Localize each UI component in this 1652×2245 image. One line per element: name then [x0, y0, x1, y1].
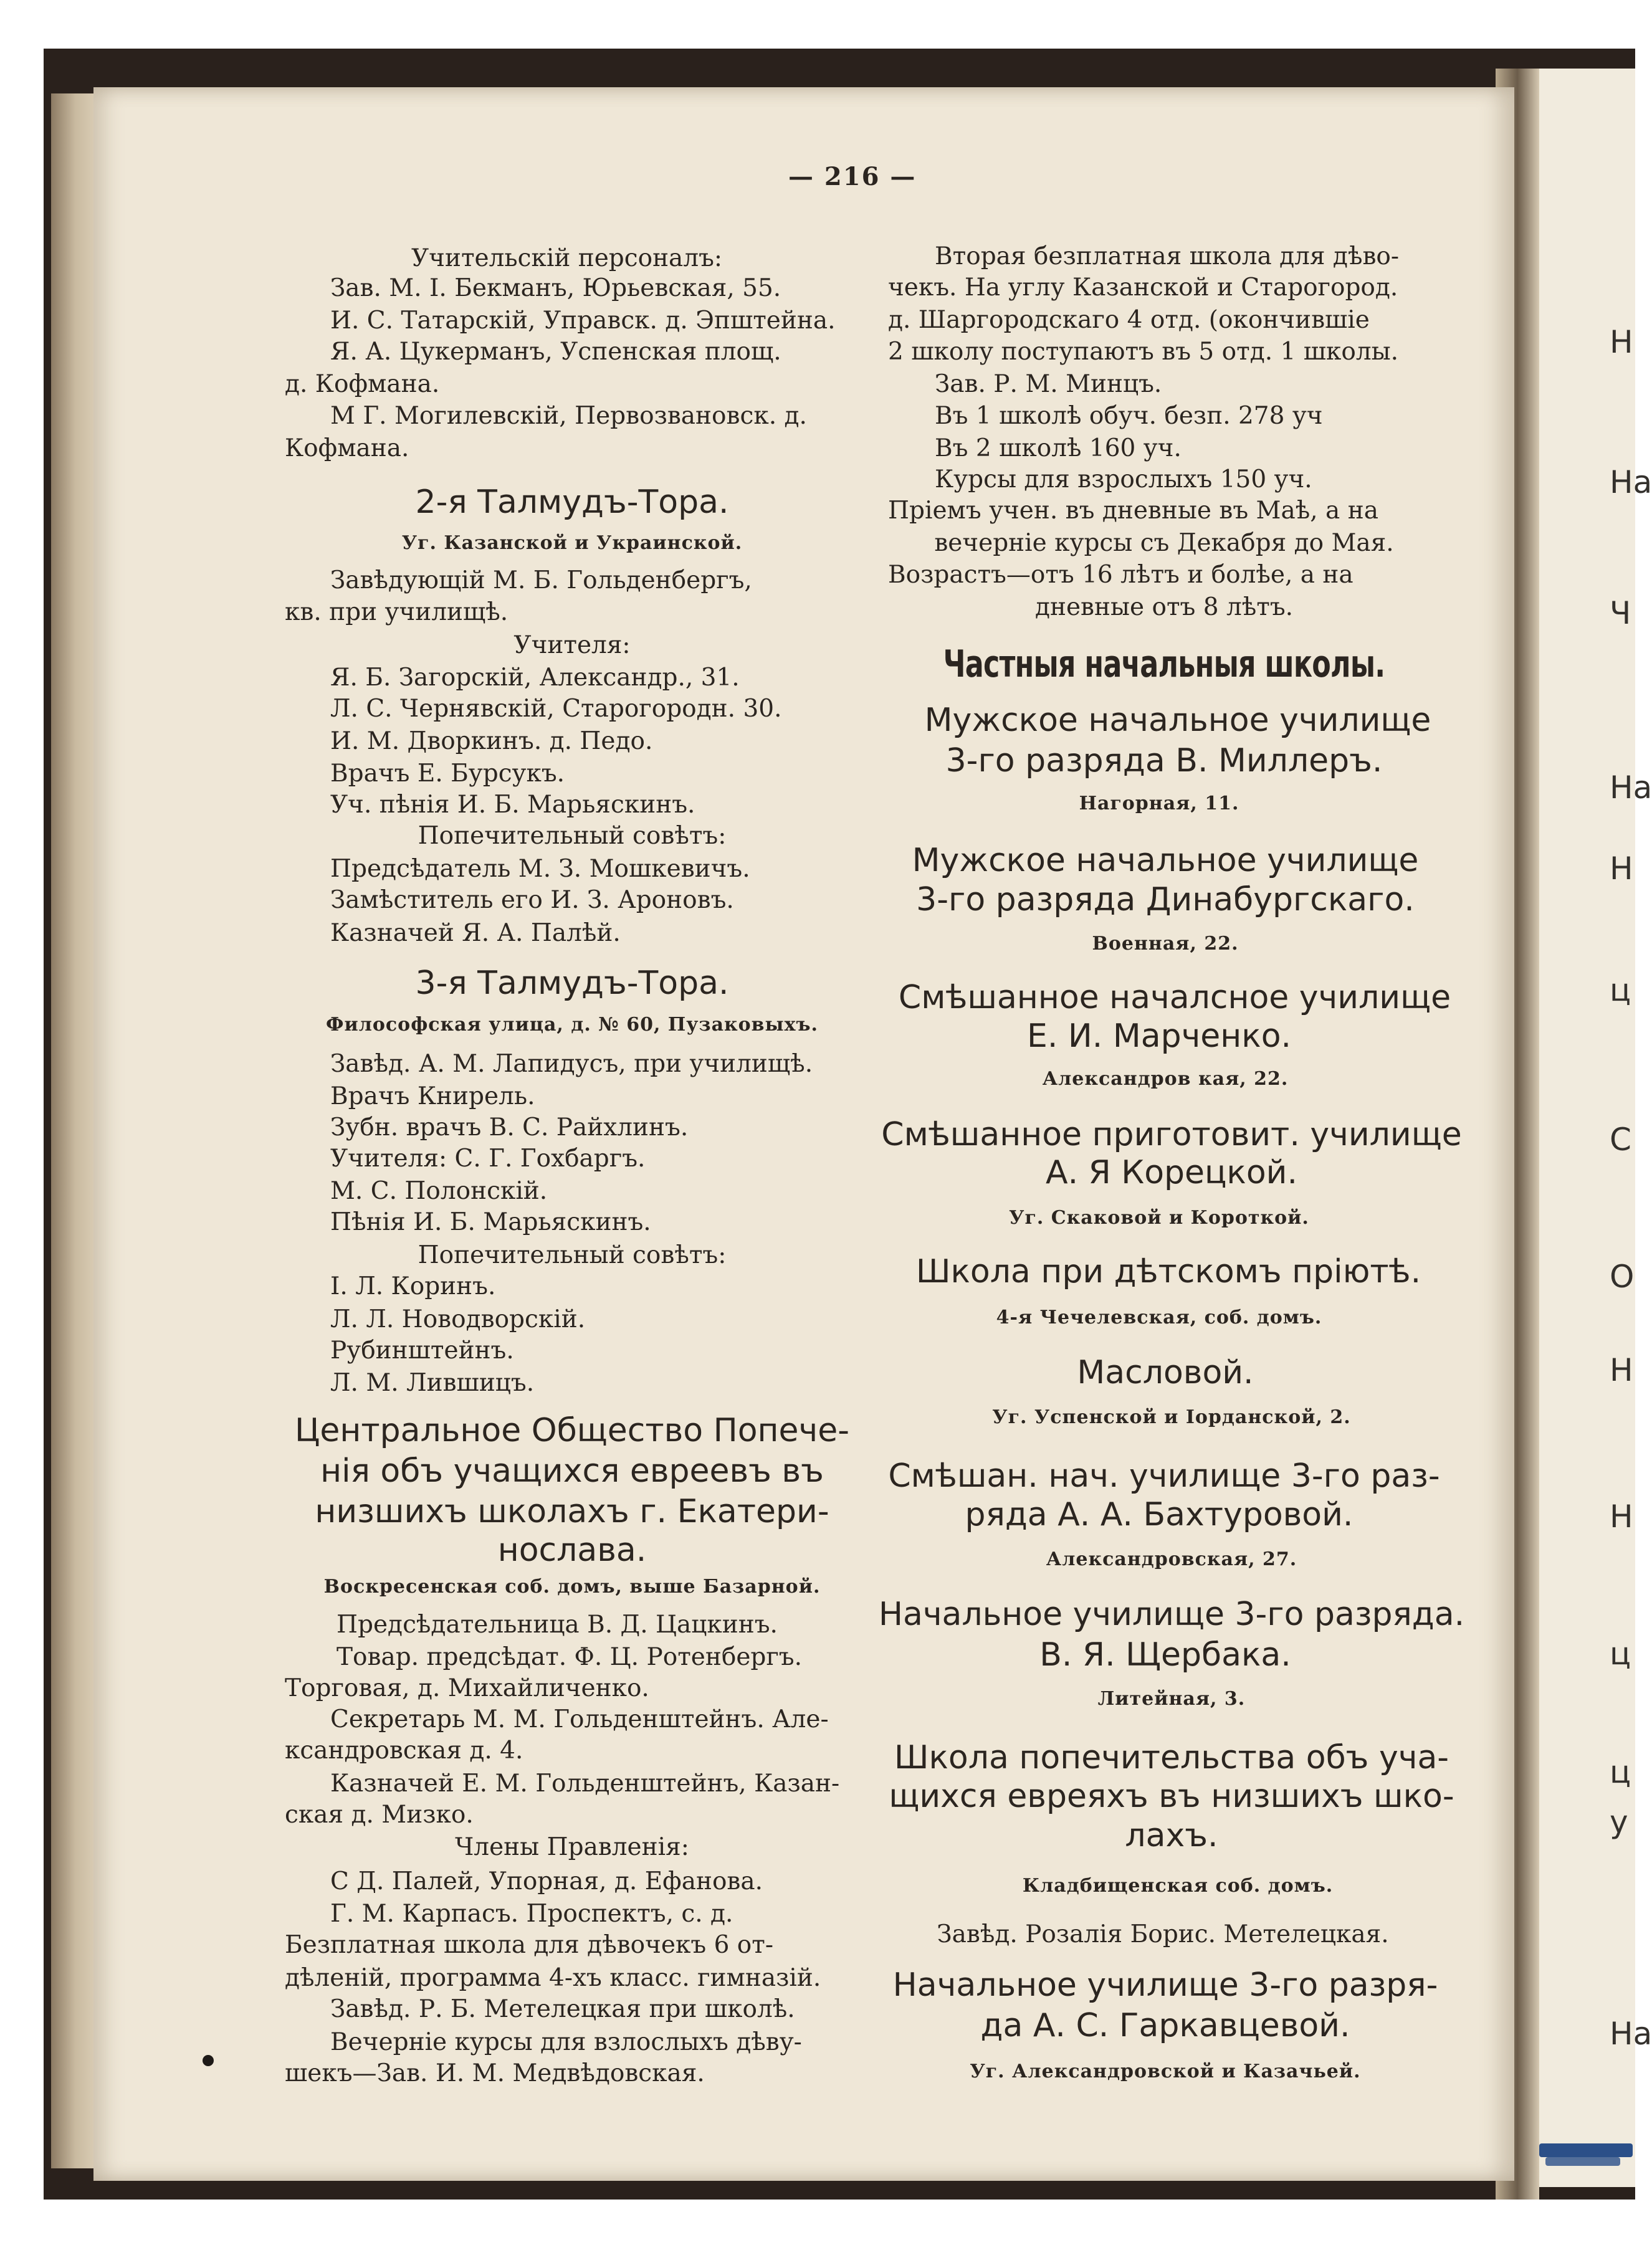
text-line: Завѣд. Р. Б. Метелецкая при школѣ. — [330, 1995, 795, 2023]
section-heading: В. Я. Щербака. — [1039, 1636, 1291, 1674]
text-line: Предсѣдательница В. Д. Цацкинъ. — [337, 1611, 778, 1639]
binding-tape — [1545, 2157, 1620, 2166]
section-heading: Смѣшанное приготовит. училище — [881, 1116, 1462, 1153]
section-heading: Смѣшанное началсное училище — [898, 979, 1451, 1016]
section-heading: Начальное училище 3-го разря- — [892, 1966, 1438, 2004]
text-line: Учителя: С. Г. Гохбаргъ. — [330, 1145, 646, 1173]
text-line: Пріемъ учен. въ дневные въ Маѣ, а на — [888, 497, 1378, 525]
text-line: Л. М. Лившицъ. — [330, 1369, 535, 1397]
section-heading: 3-го разряда В. Миллеръ. — [945, 742, 1383, 779]
text-line: Секретарь М. М. Гольденштейнъ. Але- — [330, 1705, 829, 1733]
text-line: Л. С. Чернявскій, Старогородн. 30. — [330, 695, 782, 723]
text-line: Возрастъ—отъ 16 лѣтъ и болѣе, а на — [888, 561, 1354, 589]
scan-margin-bottom — [0, 2200, 1635, 2245]
text-line: Зав. М. І. Бекманъ, Юрьевская, 55. — [330, 274, 781, 302]
facing-page-fragment: Н — [1610, 851, 1633, 887]
section-heading: Школа при дѣтскомъ пріютѣ. — [915, 1253, 1421, 1290]
text-line: Казначей Е. М. Гольденштейнъ, Казан- — [330, 1770, 840, 1798]
facing-page-fragment: ц — [1610, 972, 1631, 1008]
text-line: Врачъ Е. Бурсукъ. — [330, 760, 565, 788]
address-line: Александров кая, 22. — [1042, 1068, 1289, 1090]
text-line: Въ 2 школѣ 160 уч. — [935, 434, 1182, 462]
address-line: Литейная, 3. — [1097, 1688, 1246, 1710]
text-line: Я. А. Цукерманъ, Успенская площ. — [330, 338, 781, 366]
facing-page-fragment: На — [1610, 464, 1652, 500]
binding-tape — [1539, 2143, 1633, 2157]
text-line: Уч. пѣнія И. Б. Марьяскинъ. — [330, 791, 695, 819]
facing-page-fragment: ц — [1610, 1754, 1631, 1790]
text-line: Л. Л. Новодворскій. — [330, 1305, 586, 1333]
text-line: Попечительный совѣтъ: — [418, 1241, 727, 1269]
facing-page-fragment: На — [1610, 770, 1652, 806]
facing-page-fragment: О — [1610, 1259, 1635, 1295]
scan-margin-top — [0, 0, 1635, 49]
facing-page-fragment: Ч — [1610, 595, 1631, 631]
text-line: Я. Б. Загорскій, Александр., 31. — [330, 664, 740, 692]
text-line: Вечерніе курсы для взлослыхъ дѣву- — [330, 2028, 802, 2056]
section-heading: Школа попечительства объ уча- — [894, 1739, 1449, 1776]
address-line: Уг. Успенской и Іорданской, 2. — [992, 1406, 1351, 1428]
facing-page-fragment: у — [1610, 1804, 1628, 1840]
text-line: Пѣнія И. Б. Марьяскинъ. — [330, 1208, 651, 1236]
scan-margin-left — [0, 0, 44, 2245]
address-line: Философская улица, д. № 60, Пузаковыхъ. — [326, 1014, 818, 1036]
section-heading: Мужское начальное училище — [912, 842, 1419, 879]
text-line: Завѣд. Розалія Борис. Метелецкая. — [937, 1920, 1389, 1948]
text-line: Учителя: — [513, 631, 631, 659]
address-line: Военная, 22. — [1092, 933, 1239, 955]
page-number: — 216 — — [788, 162, 917, 191]
text-line: Предсѣдатель М. З. Мошкевичъ. — [330, 855, 750, 883]
section-heading: ряда А. А. Бахтуровой. — [965, 1496, 1354, 1533]
text-line: Завѣдующій М. Б. Гольденбергъ, — [330, 566, 752, 594]
text-line: вечерніе курсы съ Декабря до Мая. — [934, 529, 1394, 557]
text-line: Зубн. врачъ В. С. Райхлинъ. — [330, 1113, 689, 1142]
section-heading: нослава. — [497, 1532, 647, 1569]
text-line: С Д. Палей, Упорная, д. Ефанова. — [330, 1867, 763, 1895]
section-heading: Частныя начальныя школы. — [943, 642, 1385, 686]
text-line: Безплатная школа для дѣвочекъ 6 от- — [285, 1931, 774, 1959]
address-line: Уг. Александровской и Казачьей. — [970, 2061, 1361, 2082]
facing-page-fragment: Н — [1610, 1352, 1633, 1388]
text-line: І. Л. Коринъ. — [330, 1272, 496, 1300]
facing-page-fragment: На — [1610, 2016, 1652, 2052]
address-line: Нагорная, 11. — [1079, 793, 1239, 814]
text-line: кв. при училищѣ. — [285, 598, 508, 626]
address-line: Александровская, 27. — [1046, 1548, 1297, 1570]
section-heading: Масловой. — [1077, 1354, 1254, 1391]
section-heading: Начальное училище 3-го разряда. — [878, 1596, 1465, 1633]
text-line: ксандровская д. 4. — [285, 1737, 523, 1765]
text-line: Торговая, д. Михайличенко. — [285, 1674, 649, 1702]
address-line: 4-я Чечелевская, соб. домъ. — [996, 1307, 1322, 1328]
section-heading: да А. С. Гаркавцевой. — [980, 2007, 1350, 2044]
text-line: Казначей Я. А. Палѣй. — [330, 919, 621, 947]
section-heading: 3-я Талмудъ-Тора. — [415, 965, 729, 1002]
text-line: Кофмана. — [285, 434, 409, 462]
section-heading: лахъ. — [1125, 1817, 1218, 1854]
text-line: И. М. Дворкинъ. д. Педо. — [330, 727, 653, 755]
text-line: Члены Правленія: — [455, 1833, 689, 1861]
section-heading: Мужское начальное училище — [924, 702, 1431, 739]
section-heading: Е. И. Марченко. — [1026, 1018, 1292, 1055]
section-heading: 2-я Талмудъ-Тора. — [415, 484, 729, 521]
text-line: Завѣд. А. М. Лапидусъ, при училищѣ. — [330, 1050, 813, 1078]
text-line: Попечительный совѣтъ: — [418, 822, 727, 850]
text-line: Въ 1 школѣ обуч. безп. 278 уч — [935, 402, 1323, 430]
text-line: М Г. Могилевскій, Первозвановск. д. — [330, 402, 807, 430]
section-heading: низшихъ школахъ г. Екатери- — [315, 1493, 829, 1530]
facing-page-fragment: С — [1610, 1122, 1631, 1158]
text-line: Вторая безплатная школа для дѣво- — [935, 242, 1400, 270]
section-heading: нія объ учащихся евреевъ въ — [320, 1452, 824, 1490]
section-heading: Смѣшан. нач. училище 3-го раз- — [888, 1457, 1440, 1495]
facing-page-fragment: Н — [1610, 324, 1633, 360]
address-line: Уг. Казанской и Украинской. — [401, 532, 743, 554]
text-line: чекъ. На углу Казанской и Старогород. — [888, 274, 1398, 302]
section-heading: 3-го разряда Динабургскаго. — [916, 881, 1415, 918]
text-line: Учительскій персоналъ: — [411, 244, 723, 272]
text-line: Зав. Р. М. Минцъ. — [935, 370, 1162, 398]
ink-spot — [203, 2055, 214, 2066]
text-line: ская д. Мизко. — [285, 1801, 474, 1829]
text-line: Г. М. Карпасъ. Проспектъ, с. д. — [330, 1900, 733, 1928]
text-line: Курсы для взрослыхъ 150 уч. — [935, 465, 1312, 493]
facing-page-fragment: ц — [1610, 1636, 1631, 1672]
section-heading: А. Я Корецкой. — [1046, 1154, 1297, 1191]
text-line: Замѣститель его И. З. Ароновъ. — [330, 886, 734, 914]
text-line: Врачъ Книрель. — [330, 1082, 535, 1110]
text-line: дѣленій, программа 4-хъ класс. гимназій. — [285, 1964, 821, 1992]
address-line: Кладбищенская соб. домъ. — [1022, 1875, 1334, 1897]
text-line: 2 школу поступаютъ въ 5 отд. 1 школы. — [888, 338, 1399, 366]
text-line: дневные отъ 8 лѣтъ. — [1034, 593, 1294, 621]
text-line: М. С. Полонскій. — [330, 1177, 548, 1205]
section-heading: Центральное Общество Попече- — [295, 1412, 849, 1449]
address-line: Уг. Скаковой и Короткой. — [1009, 1207, 1309, 1229]
text-line: шекъ—Зав. И. М. Медвѣдовская. — [285, 2059, 705, 2087]
text-line: д. Шаргородскаго 4 отд. (окончившіе — [888, 306, 1370, 334]
facing-page-fragment: Н — [1610, 1499, 1633, 1535]
text-line: И. С. Татарскій, Управск. д. Эпштейна. — [330, 307, 836, 335]
text-line: д. Кофмана. — [285, 370, 440, 398]
address-line: Воскресенская соб. домъ, выше Базарной. — [323, 1576, 821, 1598]
text-line: Товар. предсѣдат. Ф. Ц. Ротенбергъ. — [337, 1643, 803, 1671]
text-line: Рубинштейнъ. — [330, 1337, 514, 1365]
section-heading: щихся евреяхъ въ низшихъ шко- — [889, 1778, 1454, 1815]
